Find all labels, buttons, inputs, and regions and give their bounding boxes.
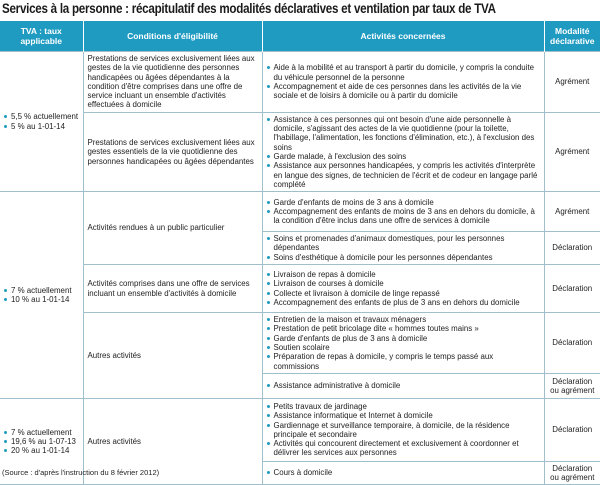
- activity-item: Petits travaux de jardinage: [267, 402, 540, 411]
- tva-rate: 5,5 % actuellement: [4, 112, 79, 121]
- activities-cell: [262, 265, 544, 313]
- modalite-cell: Déclaration ou agrément: [544, 373, 600, 398]
- activity-item: Entretien de la maison et travaux ménagers: [267, 315, 540, 324]
- table-header-row: [0, 21, 600, 52]
- activities-cell: [262, 373, 544, 398]
- modalite-cell: Déclaration: [544, 398, 600, 461]
- activity-item: Livraison de courses à domicile: [267, 279, 540, 288]
- activity-item: Soutien scolaire: [267, 343, 540, 352]
- modalite-cell: Déclaration: [544, 313, 600, 374]
- condition-cell: Autres activités: [83, 313, 262, 399]
- table-row: [0, 265, 600, 313]
- activities-cell: [262, 52, 544, 113]
- modalite-cell: Déclaration ou agrément: [544, 461, 600, 485]
- activities-cell: [262, 232, 544, 265]
- modalite-cell: Agrément: [544, 52, 600, 113]
- activity-item: Assistance informatique et Internet à domicile: [267, 411, 540, 420]
- activity-item: Accompagnement et aide de ces personnes dans les activités de la vie sociale et de loisirs à domicile ou à partir du domicile: [267, 82, 540, 101]
- activity-item: Préparation de repas à domicile, y compris le temps passé aux commissions: [267, 352, 540, 371]
- tva-rate: 7 % actuellement: [4, 286, 79, 295]
- condition-cell: Autres activités: [83, 398, 262, 485]
- header-tva: TVA : taux applicable: [0, 21, 83, 52]
- table-row: [0, 398, 600, 461]
- activity-item: Activités qui concourent directement et exclusivement à coordonner et délivrer les services aux personnes: [267, 439, 540, 458]
- activity-item: Accompagnement des enfants de moins de 3 ans en dehors du domicile, à la condition d'être inclus dans une offre de services à domicile: [267, 207, 540, 226]
- activities-cell: [262, 313, 544, 374]
- tva-rate: 5 % au 1-01-14: [4, 122, 79, 131]
- condition-cell: Activités rendues à un public particulier: [83, 192, 262, 265]
- activity-item: Collecte et livraison à domicile de linge repassé: [267, 289, 540, 298]
- tva-rate: 20 % au 1-01-14: [4, 446, 79, 455]
- modalite-cell: Agrément: [544, 192, 600, 232]
- activities-cell: [262, 192, 544, 232]
- header-activites: Activités concernées: [262, 21, 544, 52]
- activity-item: Garde malade, à l'exclusion des soins: [267, 152, 540, 161]
- activity-item: Assistance administrative à domicile: [267, 381, 540, 390]
- activity-item: Assistance aux personnes handicapées, y compris les activités d'interprète en langue des signes, de technicien de l'écrit et de codeur en langage parlé complété: [267, 161, 540, 189]
- activity-item: Livraison de repas à domicile: [267, 270, 540, 279]
- activities-cell: [262, 461, 544, 485]
- header-conditions: Conditions d'éligibilité: [83, 21, 262, 52]
- condition-cell: Prestations de services exclusivement liées aux gestes de la vie quotidienne des personnes handicapées ou âgées dépendantes à la condition d'être comprises dans une offre de service incluant un ensemble d'activités effectuées à domicile: [83, 52, 262, 113]
- activities-cell: [262, 112, 544, 191]
- tva-rate: 19,6 % au 1-07-13: [4, 437, 79, 446]
- table-row: [0, 313, 600, 374]
- condition-cell: Activités comprises dans une offre de services incluant un ensemble d'activités à domicile: [83, 265, 262, 313]
- tva-rate: 7 % actuellement: [4, 428, 79, 437]
- page-title: Services à la personne : récapitulatif des modalités déclaratives et ventilation par taux de TVA: [2, 1, 496, 16]
- activity-item: Garde d'enfants de moins de 3 ans à domicile: [267, 198, 540, 207]
- activity-item: Soins d'esthétique à domicile pour les personnes dépendantes: [267, 253, 540, 262]
- tva-cell: [0, 192, 83, 399]
- modalite-cell: Déclaration: [544, 265, 600, 313]
- source-note: (Source : d'après l'instruction du 8 février 2012): [2, 468, 160, 477]
- activity-item: Prestation de petit bricolage dite « hommes toutes mains »: [267, 324, 540, 333]
- table-row: [0, 192, 600, 232]
- activity-item: Gardiennage et surveillance temporaire, à domicile, de la résidence principale et secondaire: [267, 421, 540, 440]
- activity-item: Garde d'enfants de plus de 3 ans à domicile: [267, 334, 540, 343]
- activity-item: Accompagnement des enfants de plus de 3 ans en dehors du domicile: [267, 298, 540, 307]
- tva-rate: 10 % au 1-01-14: [4, 295, 79, 304]
- table-row: [0, 52, 600, 113]
- tva-cell: [0, 52, 83, 192]
- modalite-cell: Agrément: [544, 112, 600, 191]
- condition-cell: Prestations de services exclusivement liées aux gestes essentiels de la vie quotidienne des personnes handicapées ou âgées dépendantes: [83, 112, 262, 191]
- modalite-cell: Déclaration: [544, 232, 600, 265]
- activity-item: Soins et promenades d'animaux domestiques, pour les personnes dépendantes: [267, 234, 540, 253]
- vat-table: [0, 21, 600, 485]
- table-row: [0, 112, 600, 191]
- activity-item: Cours à domicile: [267, 468, 540, 477]
- activities-cell: [262, 398, 544, 461]
- header-modalite: Modalité déclarative: [544, 21, 600, 52]
- activity-item: Aide à la mobilité et au transport à partir du domicile, y compris la conduite du véhicule personnel de la personne: [267, 63, 540, 82]
- activity-item: Assistance à ces personnes qui ont besoin d'une aide personnelle à domicile, s'agissant des actes de la vie quotidienne (pour la toilette, l'habillage, l'alimentation, les fonctions d'élimination, etc.), à l'exclusion des soins: [267, 115, 540, 152]
